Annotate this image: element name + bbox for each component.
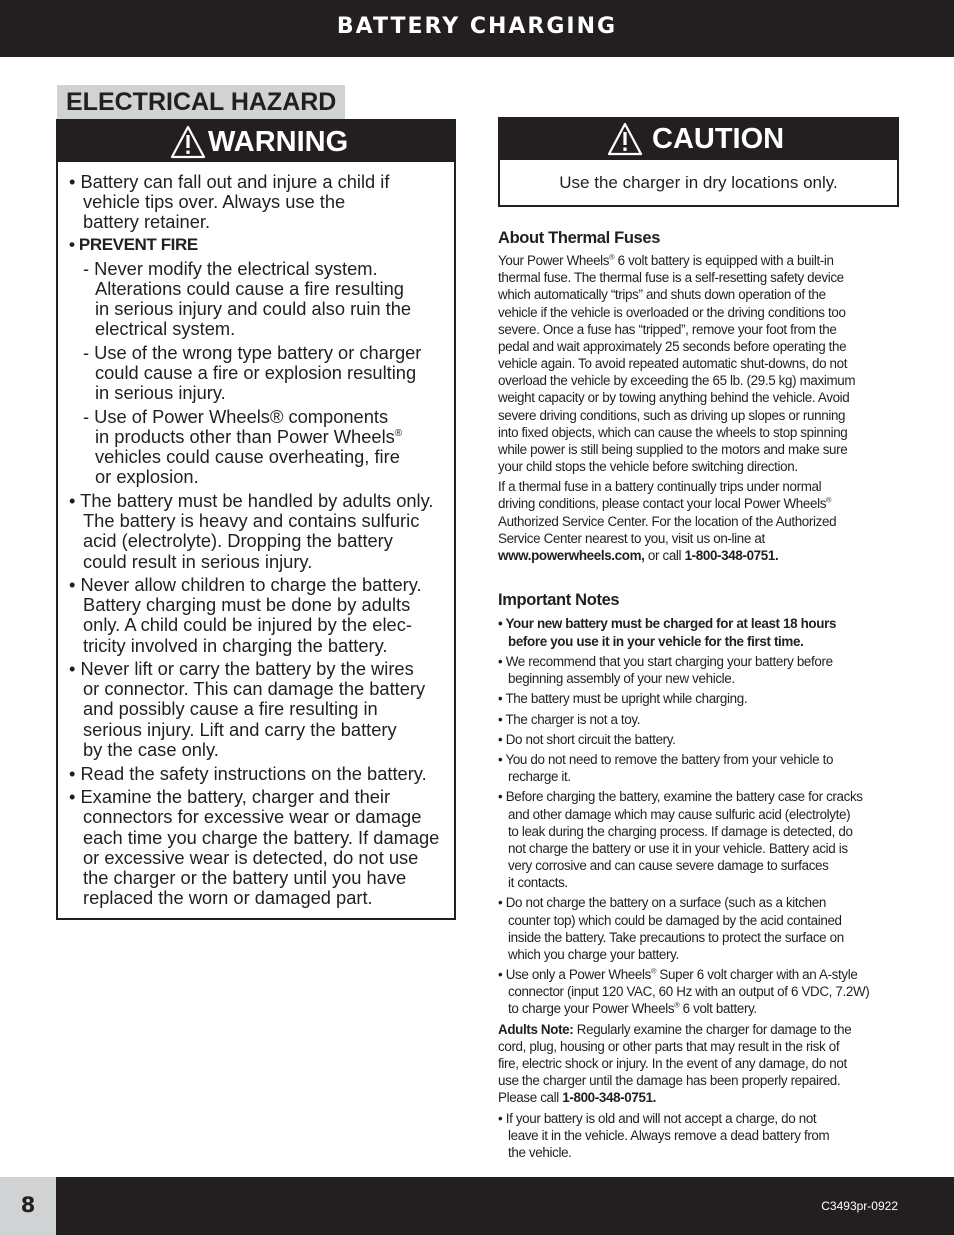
warning-line: serious injury. Lift and carry the battery (83, 719, 397, 740)
warning-line: • Never lift or carry the battery by the wires (69, 658, 414, 679)
warning-box (56, 119, 456, 920)
thermal-line: If a thermal fuse in a battery continually trips under normal (498, 479, 822, 494)
note-line: the vehicle. (508, 1145, 572, 1160)
warning-line: in products other than Power Wheels® (95, 426, 403, 447)
warning-line: Alterations could cause a fire resulting (95, 278, 404, 299)
caution-box (498, 117, 899, 207)
warning-line: or explosion. (95, 466, 199, 487)
warning-line: replaced the worn or damaged part. (83, 887, 373, 908)
adults-note-line: cord, plug, housing or other parts that may result in the risk of (498, 1039, 840, 1054)
thermal-line: severe. Once a fuse has “tripped”, remove your foot from the (498, 322, 837, 337)
warning-line: or excessive wear is detected, do not use (83, 847, 419, 868)
phone-number: 1-800-348-0751. (684, 548, 779, 563)
thermal-fuses-heading: About Thermal Fuses (498, 229, 661, 247)
note-line: • We recommend that you start charging your battery before (498, 654, 833, 669)
thermal-line: severe driving conditions, such as driving up slopes or running (498, 408, 846, 423)
note-line: • Before charging the battery, examine the battery case for cracks (498, 789, 863, 804)
warning-line: vehicle tips over. Always use the (83, 191, 346, 212)
warning-line: in serious injury. (95, 382, 226, 403)
note-line: before you use it in your vehicle for the first time. (508, 634, 804, 649)
note-line: not charge the battery or use it in your vehicle. Battery acid is (508, 841, 848, 856)
adults-note-line: Adults Note: Regularly examine the charger for damage to the (498, 1022, 852, 1037)
warning-line: - Use of Power Wheels® components (83, 406, 389, 427)
note-line: • The charger is not a toy. (498, 712, 641, 727)
thermal-line: thermal fuse. The thermal fuse is a self-resetting safety device (498, 270, 844, 285)
warning-line: in serious injury and could also ruin the (95, 298, 412, 319)
electrical-hazard-label: ELECTRICAL HAZARD (57, 85, 345, 119)
note-line: leave it in the vehicle. Always remove a dead battery from (508, 1128, 830, 1143)
warning-line: acid (electrolyte). Dropping the battery (83, 530, 393, 551)
note-line: • The battery must be upright while charging. (498, 691, 748, 706)
note-line: beginning assembly of your new vehicle. (508, 671, 735, 686)
note-line: recharge it. (508, 769, 571, 784)
caution-text: Use the charger in dry locations only. (559, 173, 838, 192)
thermal-line: vehicle if the vehicle is overloaded or the driving conditions too (498, 305, 846, 320)
warning-line: - Use of the wrong type battery or charger (83, 342, 422, 363)
warning-line: Battery charging must be done by adults (83, 594, 411, 615)
caution-triangle-icon (607, 122, 643, 156)
warning-line: tricity involved in charging the battery. (83, 635, 388, 656)
page-number-box (0, 1177, 56, 1235)
page-title: BATTERY CHARGING (336, 14, 618, 39)
warning-header (58, 121, 454, 162)
note-line: and other damage which may cause sulfuric acid (electrolyte) (508, 807, 851, 822)
warning-line: each time you charge the battery. If damage (83, 827, 440, 848)
thermal-line: overload the vehicle by exceeding the 65 lb. (29.5 kg) maximum (498, 373, 856, 388)
note-line: very corrosive and can cause severe damage to surfaces (508, 858, 829, 873)
warning-heading: WARNING (208, 126, 349, 158)
thermal-line: weight capacity or by towing anything behind the vehicle. Avoid (498, 390, 850, 405)
footer-bar (0, 1177, 954, 1235)
important-notes-heading: Important Notes (498, 591, 620, 609)
thermal-line: vehicle again. To avoid repeated automatic shut-downs, do not (498, 356, 848, 371)
thermal-line: driving conditions, please contact your local Power Wheels® (498, 495, 832, 511)
website-link[interactable]: www.powerwheels.com, (498, 548, 645, 563)
warning-line: by the case only. (83, 739, 219, 760)
prevent-fire-heading: • PREVENT FIRE (69, 235, 198, 254)
note-line: • You do not need to remove the battery from your vehicle to (498, 752, 834, 767)
adults-note-line: fire, electric shock or injury. In the event of any damage, do not (498, 1056, 847, 1071)
warning-line: • The battery must be handled by adults only. (69, 490, 434, 511)
thermal-line: Service Center nearest to you, visit us on-line at (498, 531, 765, 546)
adults-note-line: Please call 1-800-348-0751. (498, 1090, 657, 1105)
warning-line: connectors for excessive wear or damage (83, 806, 422, 827)
page-number: 8 (20, 1193, 36, 1217)
thermal-line: into fixed objects, which can cause the wheels to stop spinning (498, 425, 848, 440)
warning-line: battery retainer. (83, 211, 211, 232)
warning-line: - Never modify the electrical system. (83, 258, 378, 279)
note-line: • Do not short circuit the battery. (498, 732, 676, 747)
note-line: • Do not charge the battery on a surface (such as a kitchen (498, 895, 826, 910)
warning-line: the charger or the battery until you have (83, 867, 407, 888)
note-line: to charge your Power Wheels® 6 volt battery. (508, 1000, 757, 1016)
warning-line: electrical system. (95, 318, 236, 339)
note-line: • If your battery is old and will not accept a charge, do not (498, 1111, 817, 1126)
warning-line: vehicles could cause overheating, fire (95, 446, 400, 467)
thermal-line: your child stops the vehicle before switching direction. (498, 459, 798, 474)
document-code: C3493pr-0922 (821, 1199, 898, 1213)
warning-line: and possibly cause a fire resulting in (83, 698, 378, 719)
phone-number: 1-800-348-0751. (562, 1090, 657, 1105)
thermal-line: which automatically “trips” and shuts down operation of the (498, 287, 826, 302)
warning-line: could cause a fire or explosion resulting (95, 362, 417, 383)
note-line: to leak during the charging process. If damage is detected, do (508, 824, 853, 839)
header-bar (0, 0, 954, 57)
note-line: it contacts. (508, 875, 568, 890)
caution-heading: CAUTION (652, 123, 785, 155)
caution-header (500, 119, 897, 160)
warning-line: The battery is heavy and contains sulfuric (83, 510, 420, 531)
note-line: inside the battery. Take precautions to protect the surface on (508, 930, 844, 945)
thermal-line: Authorized Service Center. For the location of the Authorized (498, 514, 837, 529)
note-line: • Your new battery must be charged for at least 18 hours (498, 616, 837, 631)
thermal-line: Your Power Wheels® 6 volt battery is equipped with a built-in (498, 252, 834, 268)
warning-line: • Examine the battery, charger and their (69, 786, 391, 807)
note-line: • Use only a Power Wheels® Super 6 volt charger with an A-style (498, 966, 858, 982)
warning-line: • Battery can fall out and injure a child if (69, 171, 390, 192)
warning-line: or connector. This can damage the battery (83, 678, 426, 699)
thermal-line: www.powerwheels.com, or call 1-800-348-0751. (498, 548, 779, 563)
warning-line: • Read the safety instructions on the battery. (69, 763, 427, 784)
note-line: counter top) which could be damaged by the acid contained (508, 913, 842, 928)
thermal-line: pedal and wait approximately 25 seconds before operating the (498, 339, 847, 354)
adults-note-line: use the charger until the damage has been properly repaired. (498, 1073, 841, 1088)
warning-line: could result in serious injury. (83, 551, 313, 572)
warning-line: • Never allow children to charge the battery. (69, 574, 422, 595)
note-line: connector (input 120 VAC, 60 Hz with an output of 6 VDC, 7.2W) (508, 984, 870, 999)
note-line: which you charge your battery. (508, 947, 679, 962)
warning-triangle-icon (170, 125, 206, 159)
thermal-line: while power is still being supplied to the motors and make sure (498, 442, 848, 457)
warning-line: only. A child could be injured by the elec- (83, 614, 412, 635)
